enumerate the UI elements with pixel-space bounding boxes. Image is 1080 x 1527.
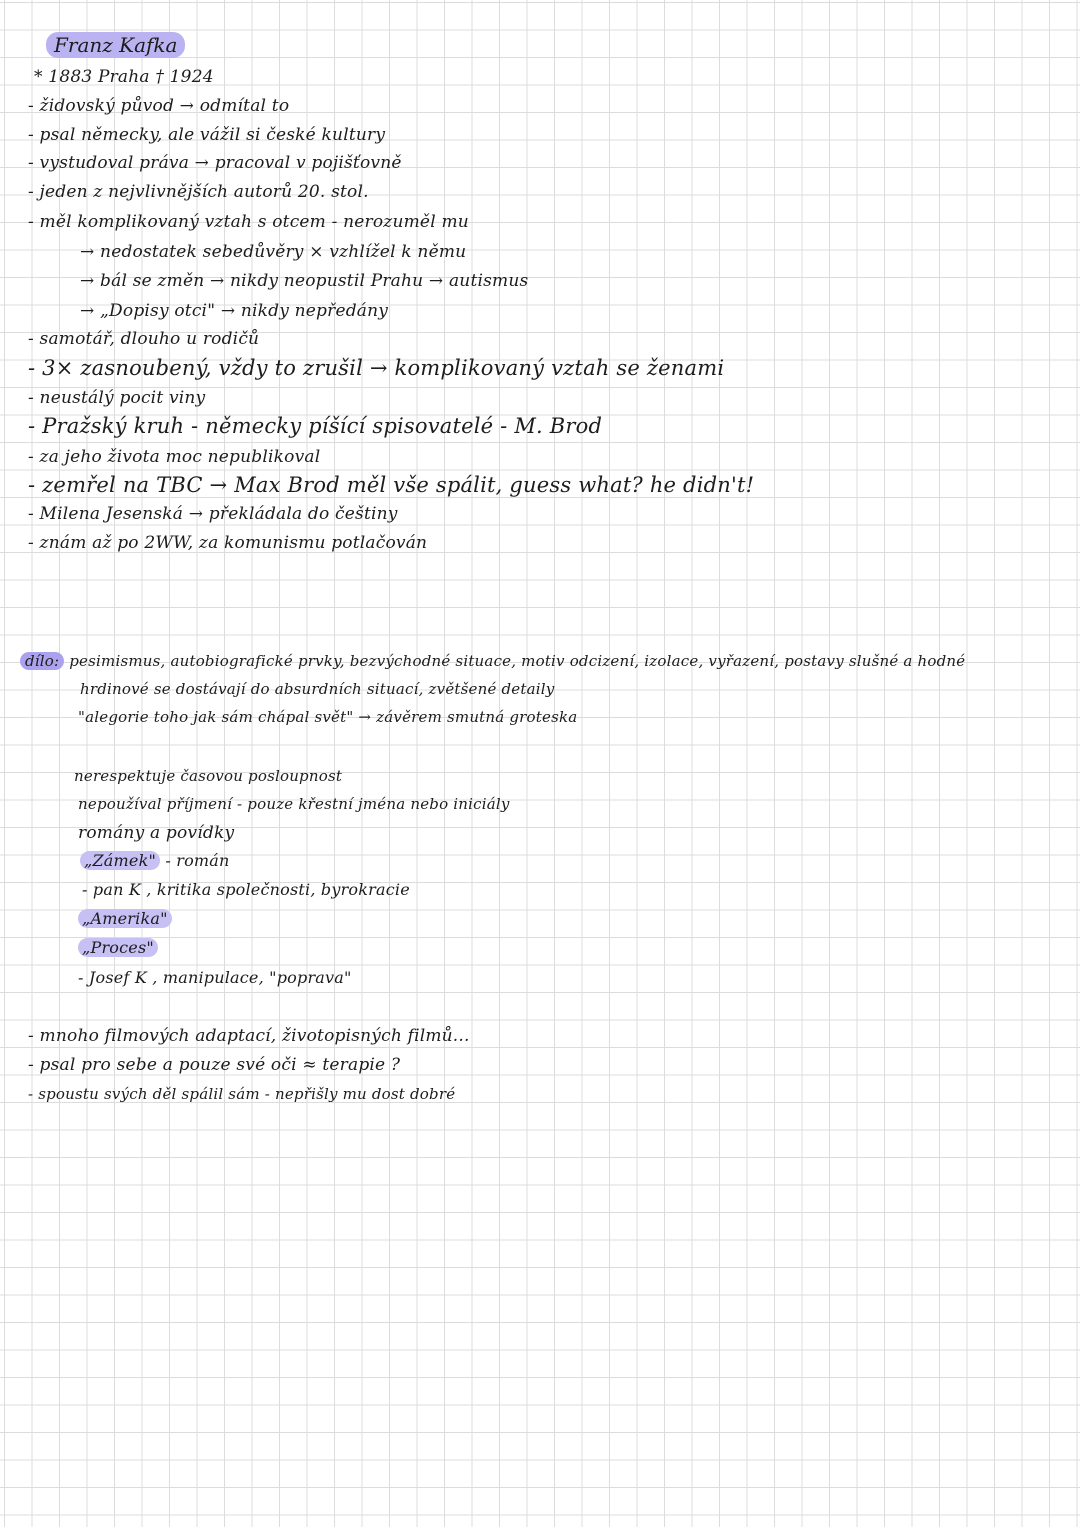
dates-line: * 1883 Praha † 1924 [34,67,214,87]
work-proces [78,937,158,959]
bio-line-8: - neustálý pocit viny [28,388,206,408]
dilo-line-2: hrdinové se dostávají do absurdních situací, zvětšené detaily [80,680,555,698]
footer-line-1: - mnoho filmových adaptací, životopisných filmů... [28,1026,470,1046]
bio-subline-3: → „Dopisy otci" → nikdy nepředány [80,301,389,321]
work-zamek-type: - román [160,851,230,870]
footer-line-3: - spoustu svých děl spálil sám - nepřišly mu dost dobré [28,1085,456,1103]
bio-line-11: - zemřel na TBC → Max Brod měl vše spálit, guess what? he didn't! [28,473,755,497]
dilo-label: dílo: [20,652,64,670]
work-zamek-title: „Zámek" [80,851,160,870]
dilo-line-1: pesimismus, autobiografické prvky, bezvýchodné situace, motiv odcizení, izolace, vyřazení, postavy slušné a hodné [69,652,966,670]
work-proces-title: „Proces" [78,938,158,957]
dilo-note-2: nepoužíval příjmení - pouze křestní jména nebo iniciály [78,795,510,813]
dilo-section [20,650,965,672]
dilo-note-3: romány a povídky [78,823,235,843]
work-amerika-title: „Amerika" [78,909,172,928]
dilo-line-3: "alegorie toho jak sám chápal svět" → závěrem smutná groteska [78,708,578,726]
bio-line-3: - vystudoval práva → pracoval v pojišťovně [28,153,402,173]
bio-line-7: - 3× zasnoubený, vždy to zrušil → komplikovaný vztah se ženami [28,356,725,380]
bio-line-9: - Pražský kruh - německy píšící spisovatelé - M. Brod [28,414,603,438]
page-title: Franz Kafka [46,32,185,58]
work-zamek [80,850,230,872]
work-zamek-detail: - pan K , kritika společnosti, byrokracie [82,880,410,899]
bio-line-10: - za jeho života moc nepublikoval [28,447,321,467]
bio-line-13: - znám až po 2WW, za komunismu potlačován [28,533,428,553]
bio-line-1: - židovský původ → odmítal to [28,96,290,116]
bio-subline-1: → nedostatek sebedůvěry × vzhlížel k němu [80,242,467,262]
bio-line-5: - měl komplikovaný vztah s otcem - nerozuměl mu [28,212,469,232]
bio-line-4: - jeden z nejvlivnějších autorů 20. stol. [28,182,369,202]
bio-line-6: - samotář, dlouho u rodičů [28,329,260,349]
footer-line-2: - psal pro sebe a pouze své oči ≈ terapie ? [28,1055,401,1075]
bio-line-12: - Milena Jesenská → překládala do češtiny [28,504,398,524]
work-amerika [78,908,172,930]
bio-line-2: - psal německy, ale vážil si české kultury [28,125,386,145]
work-proces-detail: - Josef K , manipulace, "poprava" [78,968,352,987]
bio-subline-2: → bál se změn → nikdy neopustil Prahu → autismus [80,271,529,291]
dilo-note-1: nerespektuje časovou posloupnost [74,767,343,785]
